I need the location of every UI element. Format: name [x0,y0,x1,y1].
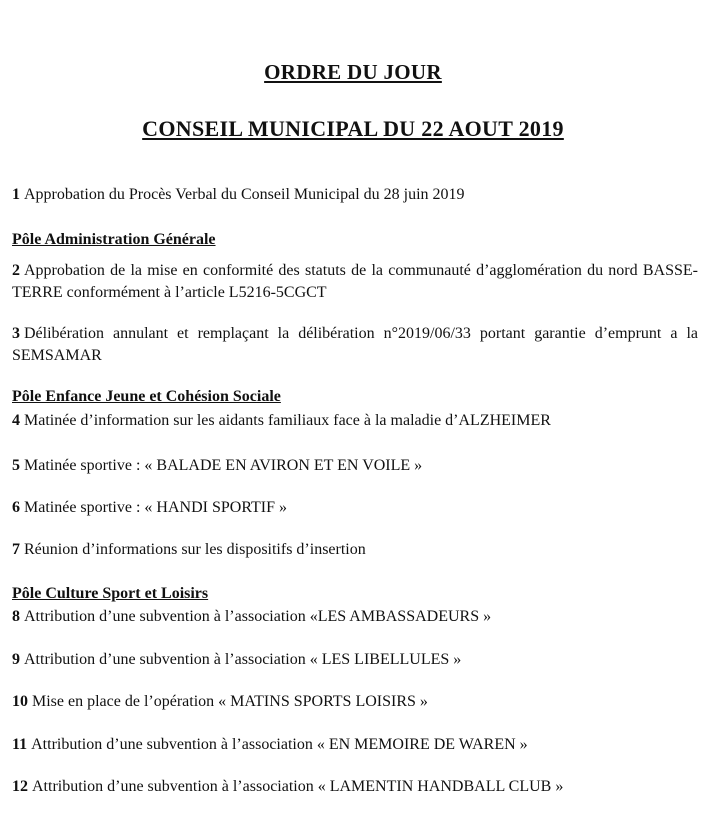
agenda-item-7 [12,539,698,561]
agenda-item-9 [12,649,698,671]
agenda-item-4 [12,410,698,432]
agenda-item-1 [12,184,698,206]
item-text: Mise en place de l’opération « MATINS SPORTS LOISIRS » [32,693,428,710]
item-number: 12 [12,778,28,795]
agenda-item-6 [12,497,698,519]
item-text: Approbation de la mise en conformité des statuts de la communauté d’agglomération du nord BASSE-TERRE conformément à l’article L5216-5CGCT [12,262,698,301]
item-number: 7 [12,541,20,558]
item-number: 5 [12,457,20,474]
agenda-item-8 [12,606,698,628]
agenda-item-5 [12,455,698,477]
item-text: Matinée sportive : « HANDI SPORTIF » [24,499,288,516]
agenda-item-2 [12,260,698,304]
item-number: 8 [12,608,20,625]
agenda-item-10 [12,691,698,713]
section-heading-enfance: Pôle Enfance Jeune et Cohésion Sociale [12,388,281,405]
agenda-item-3 [12,323,698,367]
item-text: Matinée sportive : « BALADE EN AVIRON ET EN VOILE » [24,457,423,474]
item-text: Attribution d’une subvention à l’association « LES LIBELLULES » [24,651,462,668]
item-number: 1 [12,186,20,203]
item-text: Matinée d’information sur les aidants familiaux face à la maladie d’ALZHEIMER [24,412,551,429]
item-number: 3 [12,325,20,342]
item-text: Attribution d’une subvention à l’association « EN MEMOIRE DE WAREN » [31,736,528,753]
item-number: 9 [12,651,20,668]
item-number: 6 [12,499,20,516]
item-text: Approbation du Procès Verbal du Conseil Municipal du 28 juin 2019 [24,186,465,203]
agenda-item-11 [12,734,698,756]
item-number: 11 [12,736,28,753]
page-subtitle: CONSEIL MUNICIPAL DU 22 AOUT 2019 [142,116,564,141]
item-number: 10 [12,693,28,710]
item-text: Attribution d’une subvention à l’association «LES AMBASSADEURS » [24,608,492,625]
item-text: Attribution d’une subvention à l’association « LAMENTIN HANDBALL CLUB » [32,778,564,795]
section-heading-culture: Pôle Culture Sport et Loisirs [12,585,209,602]
item-number: 4 [12,412,20,429]
item-text: Délibération annulant et remplaçant la délibération n°2019/06/33 portant garantie d’emprunt a la SEMSAMAR [12,325,698,364]
page-title: ORDRE DU JOUR [264,60,442,84]
agenda-item-12 [12,776,698,798]
section-heading-administration: Pôle Administration Générale [12,231,216,248]
item-text: Réunion d’informations sur les dispositifs d’insertion [24,541,366,558]
item-number: 2 [12,262,20,279]
